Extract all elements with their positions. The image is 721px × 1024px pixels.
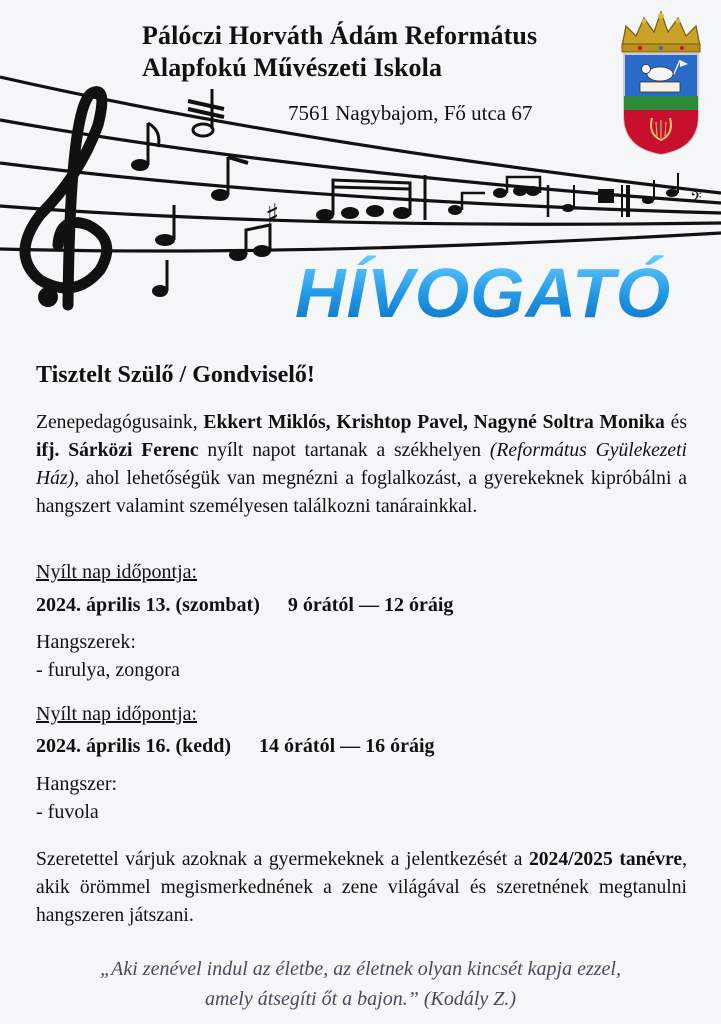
event-1-time: 9 órától — 12 óráig	[287, 594, 454, 616]
quote-line2: amely átsegíti őt a bajon.” (Kodály Z.)	[204, 988, 517, 1010]
intro-text: , ahol lehetőségük van megnézni a foglalkozást, a gyerekeknek kipróbálni a hangszert valamint személyesen találkozni tanárainkkal.	[36, 468, 687, 517]
event-2-instruments: - fuvola	[36, 801, 99, 823]
closing-paragraph	[36, 846, 687, 930]
school-name-line2: Alapfokú Művészeti Iskola	[142, 53, 443, 82]
teacher-name: ifj. Sárközi Ferenc	[36, 440, 199, 461]
event-1-datetime	[36, 594, 453, 617]
event-2-instruments-label: Hangszer:	[36, 773, 118, 795]
intro-paragraph	[36, 409, 687, 521]
kodaly-quote	[0, 954, 721, 1014]
event-1-heading: Nyílt nap időpontja:	[36, 561, 198, 583]
treble-clef-icon	[25, 92, 107, 307]
event-1-date: 2024. április 13. (szombat)	[36, 594, 260, 616]
event-2-time: 14 órától — 16 óráig	[259, 735, 435, 757]
school-address: 7561 Nagybajom, Fő utca 67	[288, 101, 533, 125]
teacher-names: Ekkert Miklós, Krishtop Pavel, Nagyné Soltra Monika	[203, 412, 665, 433]
school-name-line1: Pálóczi Horváth Ádám Református	[142, 21, 538, 50]
page-title: HÍVOGATÓ	[295, 254, 672, 332]
svg-text:♯: ♯	[265, 198, 280, 233]
closing-text: , akik örömmel megismerkednének a zene világával és szeretnének megtanulni hangszeren játszani.	[36, 849, 687, 926]
event-2-heading: Nyílt nap időpontja:	[36, 703, 198, 725]
closing-text: Szeretettel várjuk azoknak a gyermekeknek a jelentkezését a	[36, 849, 529, 870]
intro-text: és	[664, 412, 687, 433]
venue-name: (Református Gyülekezeti Ház)	[36, 440, 687, 489]
event-2-datetime	[36, 735, 435, 758]
svg-text:𝄢: 𝄢	[690, 189, 702, 210]
school-year: 2024/2025 tanévre	[528, 849, 683, 870]
intro-text: nyílt napot tartanak a székhelyen	[198, 440, 490, 461]
event-2-date: 2024. április 16. (kedd)	[36, 735, 232, 757]
quote-line1: „Aki zenével indul az életbe, az életnek olyan kincsét kapja ezzel,	[100, 958, 621, 980]
event-1-instruments: - furulya, zongora	[36, 659, 180, 681]
crown-icon	[622, 12, 700, 52]
event-1-instruments-label: Hangszerek:	[36, 631, 136, 653]
greeting: Tisztelt Szülő / Gondviselő!	[36, 362, 315, 388]
intro-text: Zenepedagógusaink,	[36, 412, 204, 433]
